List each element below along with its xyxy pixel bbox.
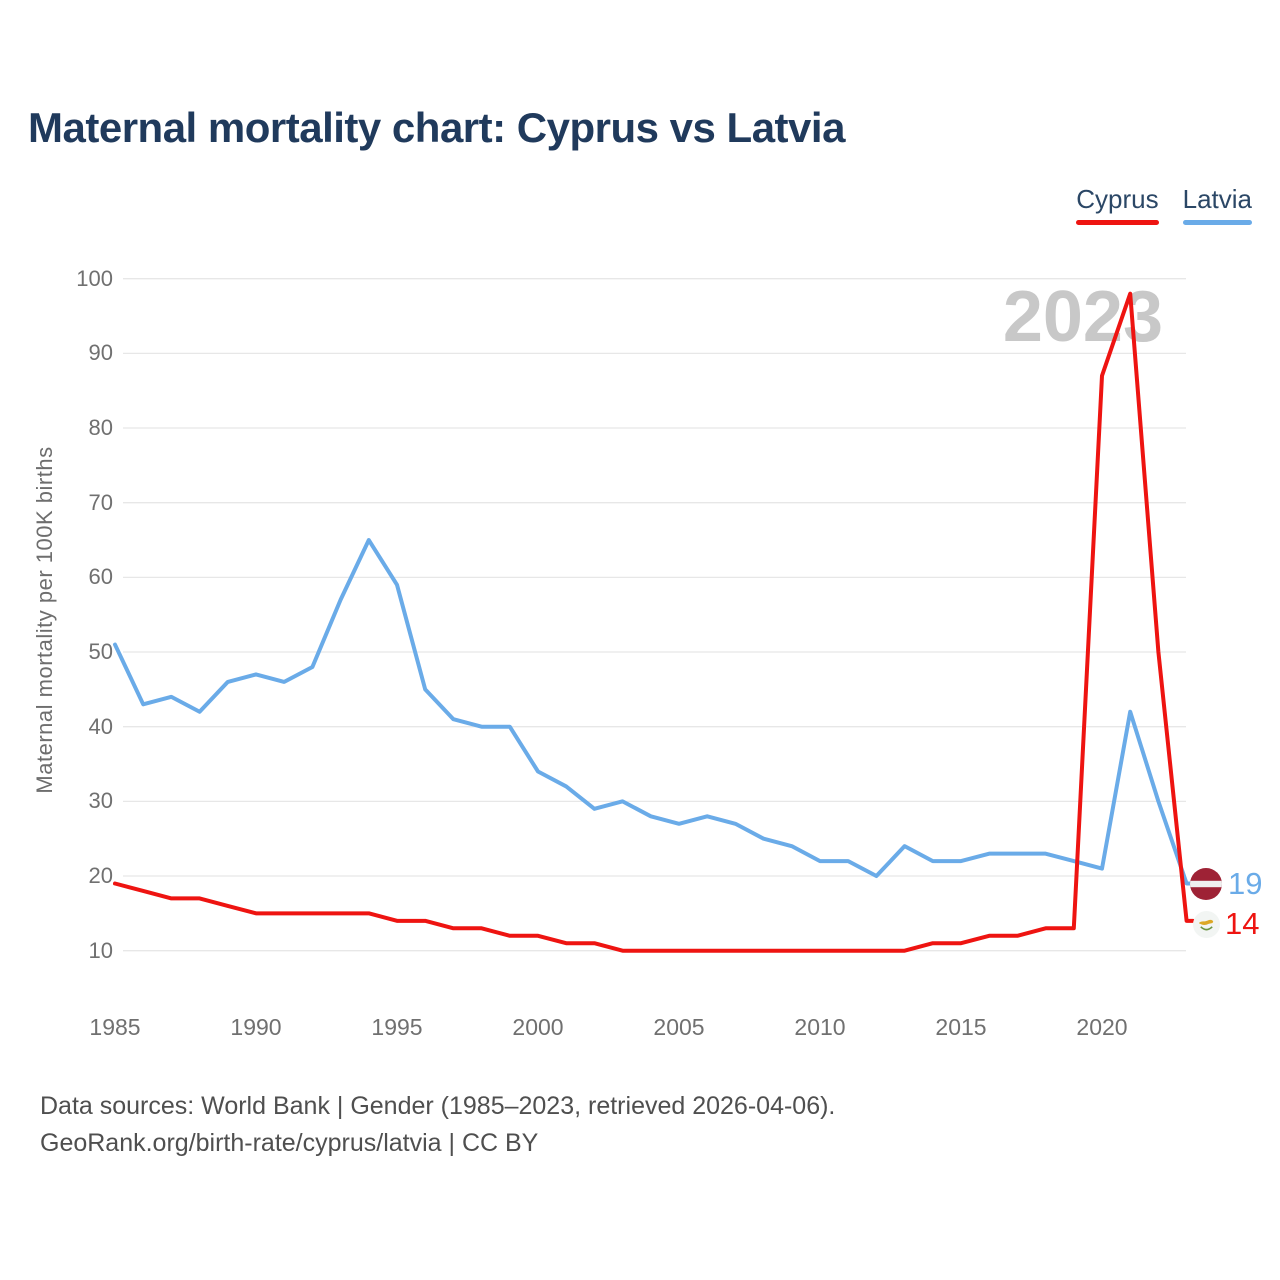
end-label-cyprus bbox=[1193, 906, 1259, 942]
y-tick-label: 90 bbox=[88, 340, 113, 366]
y-tick-label: 20 bbox=[88, 863, 113, 889]
latvia-flag-icon bbox=[1190, 868, 1222, 900]
watermark-year: 2023 bbox=[1002, 277, 1163, 357]
x-tick-label: 2000 bbox=[512, 1014, 564, 1040]
y-tick-label: 80 bbox=[88, 415, 113, 441]
y-tick-label: 100 bbox=[76, 265, 113, 291]
y-tick-label: 30 bbox=[88, 788, 113, 814]
footer-line-1: Data sources: World Bank | Gender (1985–2023, retrieved 2026-04-06). bbox=[40, 1092, 836, 1120]
x-tick-label: 2010 bbox=[794, 1014, 846, 1040]
y-tick-label: 70 bbox=[88, 489, 113, 515]
latvia-end-value: 19 bbox=[1228, 866, 1263, 901]
footer bbox=[40, 1088, 835, 1162]
y-tick-label: 60 bbox=[88, 564, 113, 590]
footer-line-2: GeoRank.org/birth-rate/cyprus/latvia | CC BY bbox=[40, 1129, 539, 1157]
legend-label-cyprus: Cyprus bbox=[1076, 184, 1159, 214]
y-tick-label: 10 bbox=[88, 937, 113, 963]
x-tick-label: 2005 bbox=[653, 1014, 705, 1040]
y-axis-title: Maternal mortality per 100K births bbox=[32, 446, 57, 794]
x-tick-label: 2020 bbox=[1076, 1014, 1128, 1040]
x-tick-label: 1995 bbox=[371, 1014, 423, 1040]
cyprus-flag-icon bbox=[1193, 911, 1220, 938]
cyprus-end-value: 14 bbox=[1225, 906, 1260, 941]
end-label-latvia bbox=[1190, 866, 1262, 902]
page-title: Maternal mortality chart: Cyprus vs Latvia bbox=[28, 104, 845, 151]
legend-label-latvia: Latvia bbox=[1182, 184, 1252, 214]
y-tick-label: 50 bbox=[88, 639, 113, 665]
y-tick-label: 40 bbox=[88, 713, 113, 739]
x-tick-label: 1985 bbox=[89, 1014, 141, 1040]
x-tick-label: 1990 bbox=[230, 1014, 282, 1040]
latvia-line bbox=[115, 540, 1193, 883]
x-tick-label: 2015 bbox=[935, 1014, 987, 1040]
